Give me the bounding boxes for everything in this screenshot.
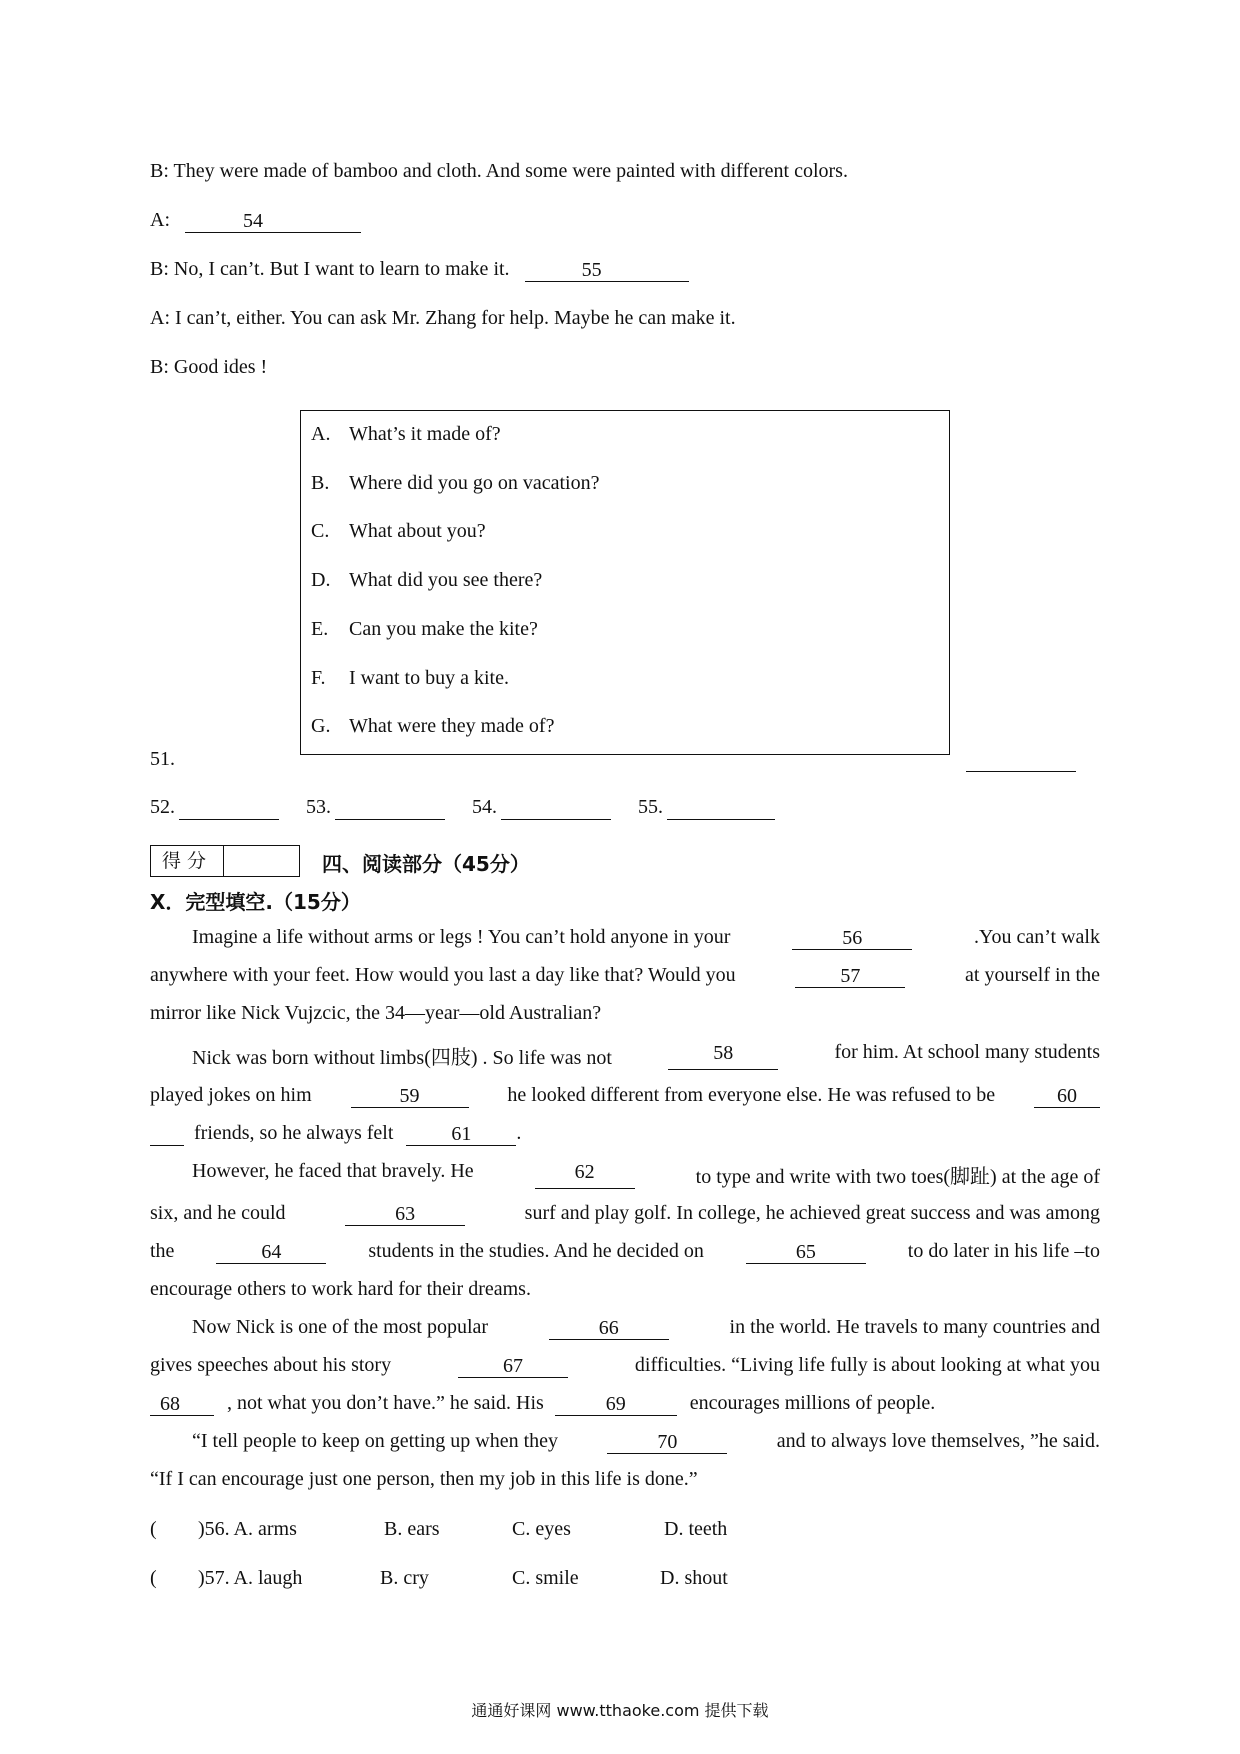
option-f: F. I want to buy a kite. — [311, 667, 509, 689]
passage-p4-l3: 68 , not what you don’t have.” he said. His 69 encourages millions of people. — [150, 1392, 935, 1416]
question-57-c: C. smile — [512, 1567, 579, 1589]
option-c: C. What about you? — [311, 520, 486, 542]
answer-51-label: 51. — [150, 748, 175, 770]
score-box — [150, 845, 300, 877]
passage-p4-l1: Now Nick is one of the most popular 66 in the world. He travels to many countries and — [192, 1316, 1100, 1339]
passage-p2-l1: Nick was born without limbs(四肢) . So life was not 58 for him. At school many students — [192, 1041, 1100, 1069]
question-57: ( )57. A. laugh B. cry C. smile D. shout — [150, 1567, 728, 1589]
option-d: D. What did you see there? — [311, 569, 543, 591]
page-footer: 通通好课网 www.tthaoke.com 提供下载 — [471, 1701, 769, 1720]
answer-53-label: 53. — [306, 796, 331, 818]
option-e: E. Can you make the kite? — [311, 618, 538, 640]
answer-51-blank[interactable] — [966, 748, 1076, 772]
blank-60[interactable]: 60 — [1034, 1084, 1100, 1108]
answer-53-blank[interactable] — [335, 796, 445, 820]
dialogue-b2-text: B: No, I can’t. But I want to learn to make it. — [150, 258, 510, 280]
answer-55-blank[interactable] — [667, 796, 775, 820]
dialogue-a1-prefix: A: — [150, 209, 170, 231]
passage-p1-l2: anywhere with your feet. How would you last a day like that? Would you 57 at yourself in the — [150, 964, 1100, 987]
passage-p5-l1: “I tell people to keep on getting up when they 70 and to always love themselves, ”he said. — [192, 1430, 1100, 1453]
dialogue-b3: B: Good ides ! — [150, 356, 268, 378]
question-57-a: )57. A. laugh — [198, 1567, 303, 1589]
question-56-c: C. eyes — [512, 1518, 571, 1540]
question-57-b: B. cry — [380, 1567, 429, 1589]
answer-54-blank[interactable] — [501, 796, 611, 820]
blank-69[interactable]: 69 — [555, 1392, 677, 1416]
option-g: G. What were they made of? — [311, 715, 555, 737]
blank-68[interactable]: 68 — [150, 1392, 214, 1416]
question-56: ( )56. A. arms B. ears C. eyes D. teeth — [150, 1518, 728, 1540]
score-label: 得分 — [151, 846, 224, 876]
option-b: B. Where did you go on vacation? — [311, 472, 600, 494]
blank-67[interactable]: 67 — [458, 1354, 568, 1378]
passage-p3-l1: However, he faced that bravely. He 62 to type and write with two toes(脚趾) at the age of — [192, 1160, 1100, 1188]
passage-p5-l2: “If I can encourage just one person, then my job in this life is done.” — [150, 1468, 698, 1490]
blank-54[interactable]: 54 — [185, 209, 361, 233]
options-box — [300, 410, 950, 755]
answer-52-blank[interactable] — [179, 796, 279, 820]
blank-60-cont — [150, 1122, 184, 1146]
answer-row-52-55 — [150, 796, 775, 820]
blank-66[interactable]: 66 — [549, 1316, 669, 1340]
dialogue-b1: B: They were made of bamboo and cloth. And some were painted with different colors. — [150, 160, 848, 182]
blank-56[interactable]: 56 — [792, 926, 912, 950]
score-field[interactable] — [224, 846, 299, 876]
blank-61[interactable]: 61 — [406, 1122, 516, 1146]
passage-p3-l4: encourage others to work hard for their dreams. — [150, 1278, 531, 1300]
blank-63[interactable]: 63 — [345, 1202, 465, 1226]
option-a: A. What’s it made of? — [311, 423, 501, 445]
blank-59[interactable]: 59 — [351, 1084, 469, 1108]
question-56-a: )56. A. arms — [198, 1518, 297, 1540]
passage-p2-l3: friends, so he always felt 61 . — [150, 1122, 521, 1146]
blank-70[interactable]: 70 — [607, 1430, 727, 1454]
section-title: 四、阅读部分（45分） — [322, 852, 530, 876]
section-subtitle: X．完型填空.（15分） — [150, 890, 361, 914]
dialogue-a2: A: I can’t, either. You can ask Mr. Zhang for help. Maybe he can make it. — [150, 307, 736, 329]
question-56-b: B. ears — [384, 1518, 440, 1540]
blank-65[interactable]: 65 — [746, 1240, 866, 1264]
passage-p3-l3: the 64 students in the studies. And he decided on 65 to do later in his life –to — [150, 1240, 1100, 1263]
question-56-d: D. teeth — [664, 1518, 728, 1540]
passage-p4-l2: gives speeches about his story 67 difficulties. “Living life fully is about looking at what you — [150, 1354, 1100, 1377]
blank-55[interactable]: 55 — [525, 258, 689, 282]
question-57-d: D. shout — [660, 1567, 728, 1589]
blank-57[interactable]: 57 — [795, 964, 905, 988]
blank-64[interactable]: 64 — [216, 1240, 326, 1264]
blank-58[interactable]: 58 — [668, 1041, 778, 1070]
blank-62[interactable]: 62 — [535, 1160, 635, 1189]
passage-p1-l3: mirror like Nick Vujzcic, the 34—year—old Australian? — [150, 1002, 602, 1024]
passage-p1-l1: Imagine a life without arms or legs ! You can’t hold anyone in your 56 .You can’t walk — [192, 926, 1100, 949]
dialogue-b2 — [150, 258, 689, 282]
answer-55-label: 55. — [638, 796, 663, 818]
dialogue-a1 — [150, 209, 361, 233]
passage-p2-l2: played jokes on him 59 he looked different from everyone else. He was refused to be 60 — [150, 1084, 1100, 1108]
answer-52-label: 52. — [150, 796, 175, 818]
answer-54-label: 54. — [472, 796, 497, 818]
passage-p3-l2: six, and he could 63 surf and play golf. In college, he achieved great success and was among — [150, 1202, 1100, 1225]
